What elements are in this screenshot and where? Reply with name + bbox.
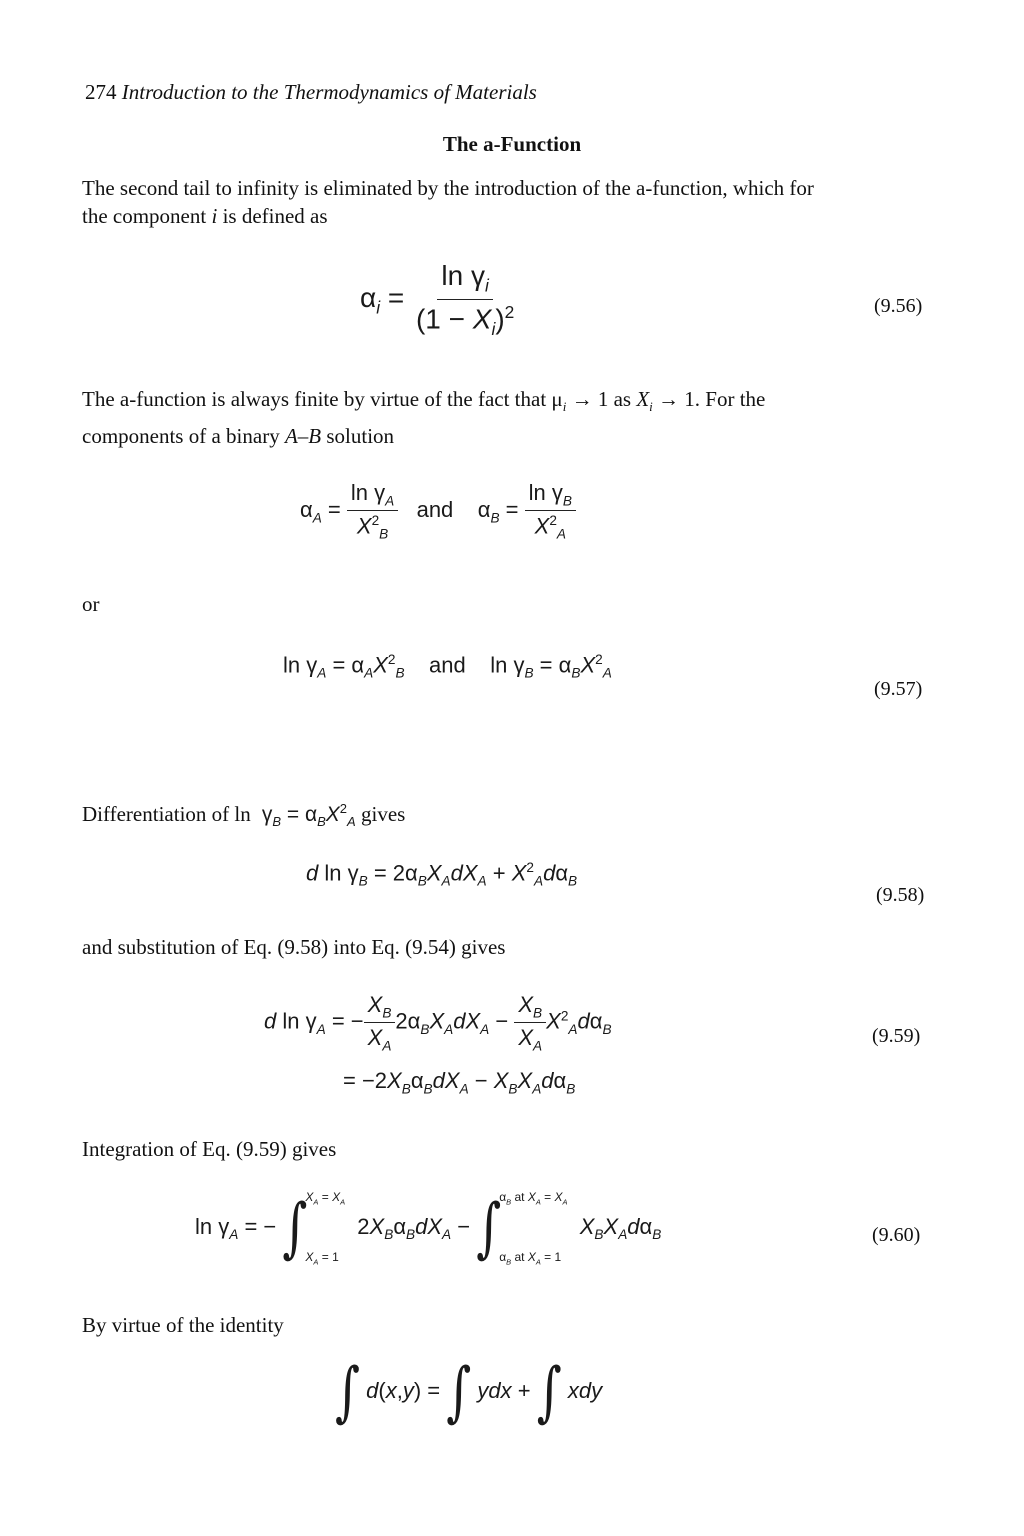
page-number: 274 bbox=[85, 80, 117, 104]
equation-number-9-57: (9.57) bbox=[874, 678, 923, 700]
book-title: Introduction to the Thermodynamics of Materials bbox=[121, 80, 537, 104]
differentiation-text: Differentiation of $\ln \gamma_B = \alpha_BX^2_A$ gives bbox=[82, 801, 406, 830]
paragraph-1-line-2: the component i is defined as bbox=[82, 204, 328, 228]
equation-9-56: $\alpha_i$ = $\frac{\ln \gamma_i}{(1 - X_i)^2}$ bbox=[360, 260, 515, 339]
substitution-text: and substitution of Eq. (9.58) into Eq. (9.54) gives bbox=[82, 935, 506, 959]
equation-9-59-line-1: d $\ln \gamma_A$ = − $\frac{X_B}{X_A}$ $2\alpha_BX_AdX_A$ − $\frac{X_B}{X_A}$ $X^2_Ad\alpha_B$ bbox=[264, 992, 612, 1054]
running-header bbox=[85, 80, 537, 105]
equation-number-9-60: (9.60) bbox=[872, 1224, 921, 1246]
or-text: or bbox=[82, 592, 100, 616]
equation-number-9-56: (9.56) bbox=[874, 295, 923, 317]
equation-alpha-definitions: $\alpha_A$ = $\frac{\ln \gamma_A}{X^2_B}$ and $\alpha_B$ = $\frac{\ln \gamma_B}{X^2_A}$ bbox=[300, 480, 576, 542]
paragraph-2-line-2: components of a binary A–B solution bbox=[82, 424, 395, 448]
equation-number-9-58: (9.58) bbox=[876, 884, 925, 906]
identity-equation: ∫ d(x,y) = ∫ ydx + ∫ xdy bbox=[335, 1354, 603, 1430]
paragraph-1 bbox=[82, 174, 942, 230]
section-title: The a-Function bbox=[442, 132, 582, 156]
paragraph-2-line-1: The a-function is always finite by virtue of the fact that $\mu_i \to 1$ as $X_i \to 1$. For the bbox=[82, 387, 766, 415]
equation-number-9-59: (9.59) bbox=[872, 1025, 921, 1047]
equation-9-60: $\ln \gamma_A$ = − ∫ $X_A = X_A$ $X_A = 1$ $2X_B\alpha_BdX_A$ − ∫ $\alpha_B$ at $X_A = X_A$ $\alpha_B$ at $X_A = 1$ $X_BX_Ad\alpha_B$ bbox=[195, 1190, 662, 1266]
equation-9-58: d $\ln \gamma_B = 2\alpha_BX_AdX_A + X^2_Ad\alpha_B$ bbox=[306, 860, 578, 889]
integration-text: Integration of Eq. (9.59) gives bbox=[82, 1137, 337, 1161]
and-word: and bbox=[416, 496, 454, 522]
equation-9-59-line-2: = $-2X_B\alpha_BdX_A - X_BX_Ad\alpha_B$ bbox=[343, 1068, 576, 1097]
equation-9-57: $\ln \gamma_A = \alpha_AX^2_B$ and $\ln \gamma_B = \alpha_BX^2_A$ bbox=[283, 652, 612, 681]
identity-text: By virtue of the identity bbox=[82, 1313, 284, 1337]
paragraph-1-line-1: The second tail to infinity is eliminated by the introduction of the a-function, which for bbox=[82, 176, 814, 200]
